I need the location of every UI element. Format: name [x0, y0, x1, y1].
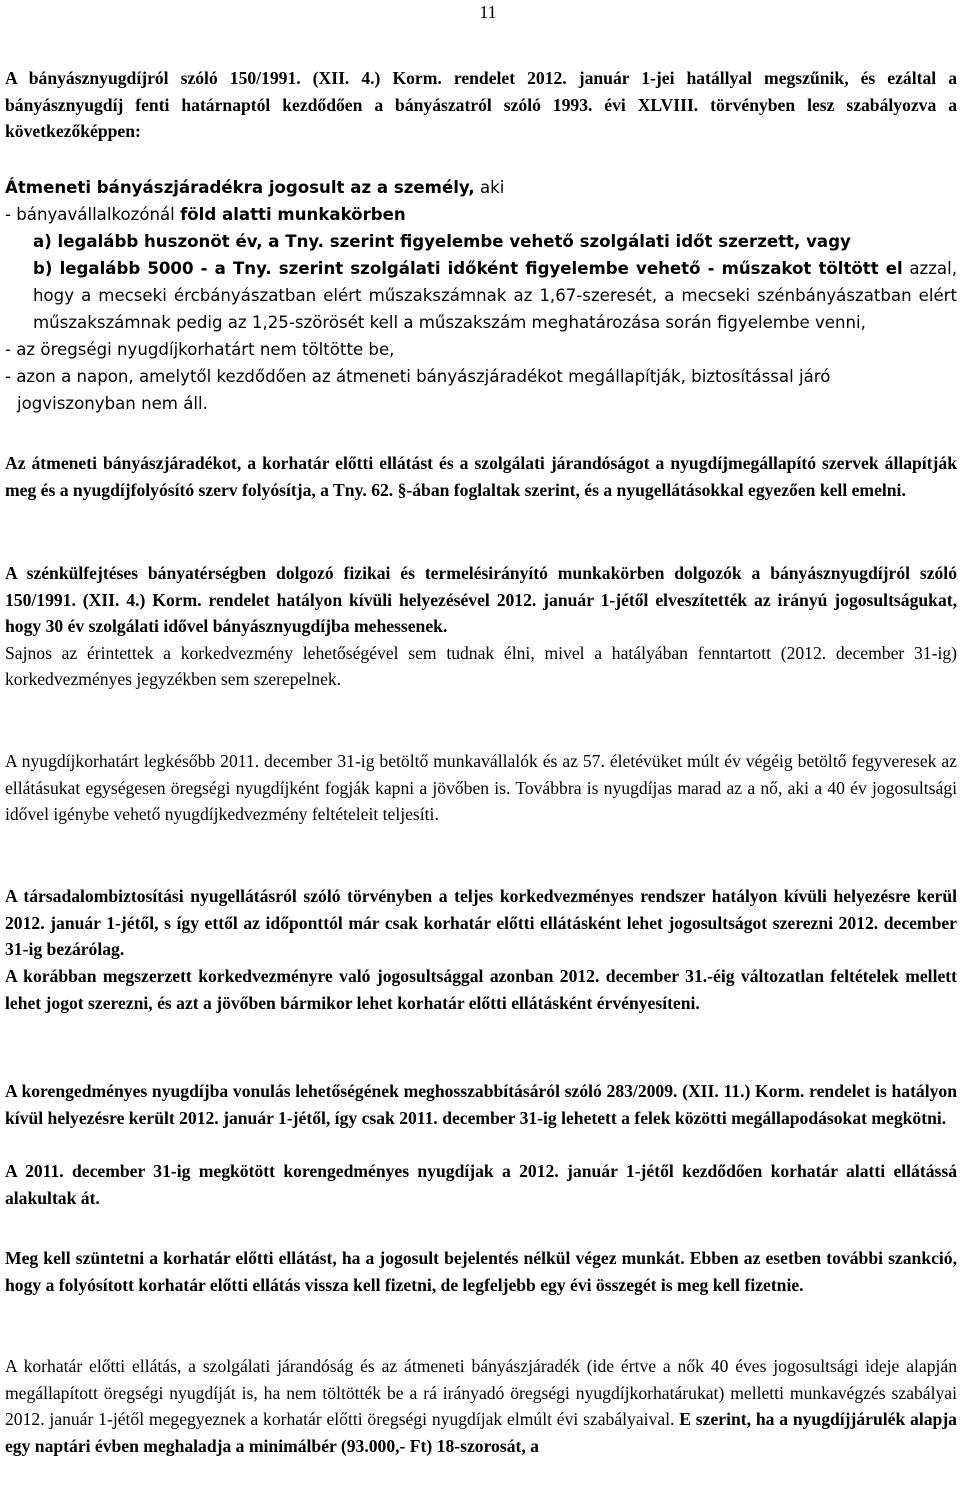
- paragraph-conversion: A 2011. december 31-ig megkötött korengedményes nyugdíjak a 2012. január 1-jétől kezdődően korhatár alatti ellátássá alakultak át.: [5, 1161, 957, 1208]
- eligibility-heading-rest: aki: [474, 178, 505, 197]
- eligibility-heading: [5, 174, 957, 201]
- eligibility-item-employment-cont: jogviszonyban nem áll.: [17, 394, 208, 413]
- paragraph-surface-mining: [5, 560, 957, 693]
- eligibility-item-a: a) legalább huszonöt év, a Tny. szerint figyelembe vehető szolgálati időt szerzett, vagy: [33, 232, 851, 251]
- eligibility-item-b: b) legalább 5000 - a Tny. szerint szolgálati időként figyelembe vehető - műszakot töltött el azzal, hogy a mecseki ércbányászatban elért műszakszámnak az 1,67-szeresét, a mecseki szénbányászatban elért műszakszámnak pedig az 1,25-szörösét kell a műszakszám meghatározása során figyelembe venni,: [33, 259, 957, 332]
- paragraph-work-rules: A korhatár előtti ellátás, a szolgálati járandóság és az átmeneti bányászjáradék (ide értve a nők 40 éves jogosultsági ideje alapján megállapított öregségi nyugdíját is, ha nem töltötték be a rá irányadó öregségi nyugdíjkorhatárukat) melletti munkavégzés szabályai 2012. január 1-jétől megegyeznek a korhatár előtti öregségi nyugdíjak elmúlt évi szabályaival. E szerint, ha a nyugdíjjárulék alapja egy naptári évben meghaladja a minimálbér (93.000,- Ft) 18-szorosát, a: [5, 1356, 957, 1456]
- paragraph-acquired-rights: A korábban megszerzett korkedvezményre való jogosultsággal azonban 2012. december 31.-éig változatlan feltételek mellett lehet jogot szerezni, és azt a jövőben bármikor lehet korhatár előtti ellátásként érvényesíteni.: [5, 966, 957, 1013]
- paragraph-surface-mining-rest: Sajnos az érintettek a korkedvezmény lehetőségével sem tudnak élni, mivel a hatályában fenntartott (2012. december 31-ig) korkedvezményes jegyzékben sem szerepelnek.: [5, 642, 957, 690]
- eligibility-heading-bold: Átmeneti bányászjáradékra jogosult az a személy,: [5, 178, 475, 197]
- eligibility-list: [5, 174, 957, 417]
- eligibility-item-underground: - bányavállalkozónál föld alatti munkakörben: [5, 205, 406, 224]
- page-number: 11: [479, 2, 497, 22]
- paragraph-korengedmeny: A korengedményes nyugdíjba vonulás lehetőségének meghosszabbításáról szóló 283/2009. (XII. 11.) Korm. rendelet is hatályon kívül helyezésre került 2012. január 1-jétől, így csak 2011. december 31-ig lehetett a felek közötti megállapodásokat megkötni.: [5, 1081, 957, 1128]
- eligibility-item-age: - az öregségi nyugdíjkorhatárt nem töltötte be,: [5, 340, 395, 359]
- paragraph-termination: Meg kell szüntetni a korhatár előtti ellátást, ha a jogosult bejelentés nélkül végez munkát. Ebben az esetben további szankció, hogy a folyósított korhatár előtti ellátás vissza kell fizetni, de legfeljebb egy évi összegét is meg kell fizetnie.: [5, 1248, 957, 1295]
- eligibility-item-employment: - azon a napon, amelytől kezdődően az átmeneti bányászjáradékot megállapítják, biztosítással járó: [5, 367, 831, 386]
- intro-paragraph: A bányásznyugdíjról szóló 150/1991. (XII. 4.) Korm. rendelet 2012. január 1-jei hatállyal megszűnik, és ezáltal a bányásznyugdíj fenti határnaptól kezdődően a bányászatról szóló 1993. évi XLVIII. törvényben lesz szabályozva a következőképpen:: [5, 68, 957, 142]
- paragraph-benefit-assessment: Az átmeneti bányászjáradékot, a korhatár előtti ellátást és a szolgálati járandóságot a nyugdíjmegállapító szervek állapítják meg és a nyugdíjfolyósító szerv folyósítja, a Tny. 62. §-ában foglaltak szerint, és a nyugellátásokkal egyezően kell emelni.: [5, 453, 957, 500]
- paragraph-surface-mining-bold: A szénkülfejtéses bányatérségben dolgozó fizikai és termelésirányító munkakörben dolgozók a bányásznyugdíjról szóló 150/1991. (XII. 4.) Korm. rendelet hatályon kívüli helyezésével 2012. január 1-jétől elveszítették az irányú jogosultságukat, hogy 30 év szolgálati idővel bányásznyugdíjba mehessenek.: [5, 563, 957, 637]
- paragraph-retirement-age: A nyugdíjkorhatárt legkésőbb 2011. december 31-ig betöltő munkavállalók és az 57. életévüket múlt év végéig betöltő fegyveresek az ellátásukat egységesen öregségi nyugdíjként fogják kapni a jövőben is. Továbbra is nyugdíjas marad az a nő, aki a 40 év jogosultsági idővel igénybe vehető nyugdíjkedvezmény feltételeit teljesíti.: [5, 751, 957, 825]
- paragraph-early-retirement: A társadalombiztosítási nyugellátásról szóló törvényben a teljes korkedvezményes rendszer hatályon kívüli helyezésre kerül 2012. január 1-jétől, s így ettől az időponttól már csak korhatár előtti ellátásként lehet jogosultságot szerezni 2012. december 31-ig bezárólag.: [5, 886, 957, 960]
